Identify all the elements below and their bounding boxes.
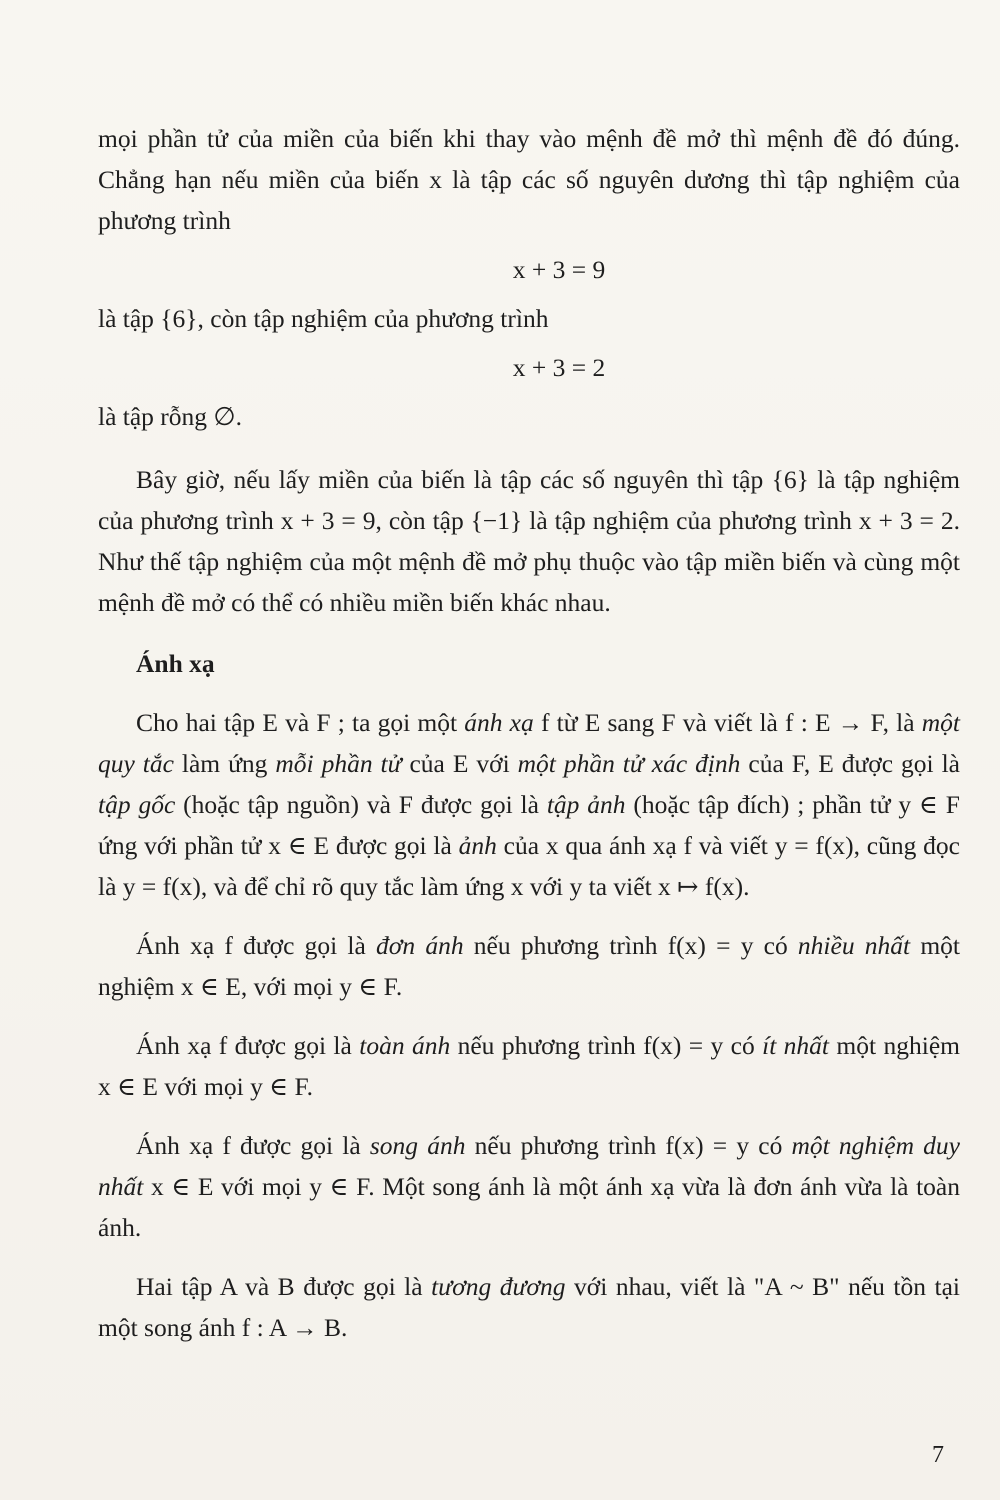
page-number: 7	[932, 1442, 944, 1468]
text-fragment: với nhau, viết là "A ~ B" nếu tồn tại một song ánh f : A → B.	[98, 1272, 960, 1342]
term-surjective: toàn ánh	[359, 1031, 451, 1060]
paragraph-mapping-definition	[98, 702, 960, 907]
text-fragment: Ánh xạ f được gọi là	[136, 931, 377, 960]
text-fragment: một nghiệm x ∈ E, với mọi y ∈ F.	[98, 931, 960, 1001]
paragraph-surjective	[98, 1025, 960, 1107]
text-fragment: nếu phương trình f(x) = y có	[450, 1031, 763, 1060]
term-image-set: tập ảnh	[546, 790, 626, 819]
paragraph-injective	[98, 925, 960, 1007]
text-fragment: (hoặc tập đích) ; phần tử y ∈ F ứng với phần tử x ∈ E được gọi là	[98, 790, 960, 860]
paragraph-empty-set: là tập rỗng ∅.	[98, 402, 243, 431]
paragraph-bijective	[98, 1125, 960, 1248]
term-domain-set: tập gốc	[98, 790, 176, 819]
equation-x-plus-3-eq-9: x + 3 = 9	[512, 255, 606, 284]
section-heading-mapping: Ánh xạ	[136, 649, 215, 678]
paragraph-equivalent-sets	[98, 1266, 960, 1348]
text-fragment: x ∈ E với mọi y ∈ F. Một song ánh là một ánh xạ vừa là đơn ánh vừa là toàn ánh.	[98, 1172, 960, 1242]
text-fragment: làm ứng	[173, 749, 276, 778]
text-fragment: của x qua ánh xạ f và viết y = f(x), cũng đọc là y = f(x), và để chỉ rõ quy tắc làm ứng x với y ta viết x ↦ f(x).	[98, 831, 960, 901]
equation-x-plus-3-eq-2: x + 3 = 2	[512, 353, 606, 382]
term-mapping: ánh xạ	[464, 708, 534, 737]
term-a-rule: một quy tắc	[98, 708, 960, 778]
text-fragment: nếu phương trình f(x) = y có	[463, 931, 798, 960]
text-fragment: f từ E sang F và viết là f : E → F, là	[533, 708, 922, 737]
term-image: ảnh	[458, 831, 497, 860]
page-content	[98, 118, 960, 1348]
term-at-most: nhiều nhất	[797, 931, 911, 960]
paragraph-integer-domain: Bây giờ, nếu lấy miền của biến là tập các số nguyên thì tập {6} là tập nghiệm của phương trình x + 3 = 9, còn tập {−1} là tập nghiệm của phương trình x + 3 = 2. Như thế tập nghiệm của một mệnh đề mở phụ thuộc vào tập miền biến và cùng một mệnh đề mở có thể có nhiều miền biến khác nhau.	[98, 465, 960, 617]
term-injective: đơn ánh	[376, 931, 464, 960]
text-fragment: của E với	[401, 749, 518, 778]
text-fragment: (hoặc tập nguồn) và F được gọi là	[175, 790, 547, 819]
term-each-element: mỗi phần tử	[275, 749, 402, 778]
text-fragment: Hai tập A và B được gọi là	[136, 1272, 432, 1301]
text-fragment: một nghiệm x ∈ E với mọi y ∈ F.	[98, 1031, 960, 1101]
text-fragment: nếu phương trình f(x) = y có	[465, 1131, 792, 1160]
text-fragment: của F, E được gọi là	[740, 749, 961, 778]
term-at-least: ít nhất	[762, 1031, 830, 1060]
text-fragment: Cho hai tập E và F ; ta gọi một	[136, 708, 465, 737]
term-equivalent: tương đương	[431, 1272, 566, 1301]
term-unique-solution: một nghiệm duy nhất	[98, 1131, 960, 1201]
paragraph-intro: mọi phần tử của miền của biến khi thay vào mệnh đề mở thì mệnh đề đó đúng. Chẳng hạn nếu miền của biến x là tập các số nguyên dương thì tập nghiệm của phương trình	[98, 124, 960, 235]
term-a-definite-element: một phần tử xác định	[517, 749, 741, 778]
text-fragment: Ánh xạ f được gọi là	[136, 1031, 360, 1060]
term-bijective: song ánh	[369, 1131, 466, 1160]
text-fragment: Ánh xạ f được gọi là	[136, 1131, 370, 1160]
paragraph-solution-set-6: là tập {6}, còn tập nghiệm của phương trình	[98, 304, 549, 333]
